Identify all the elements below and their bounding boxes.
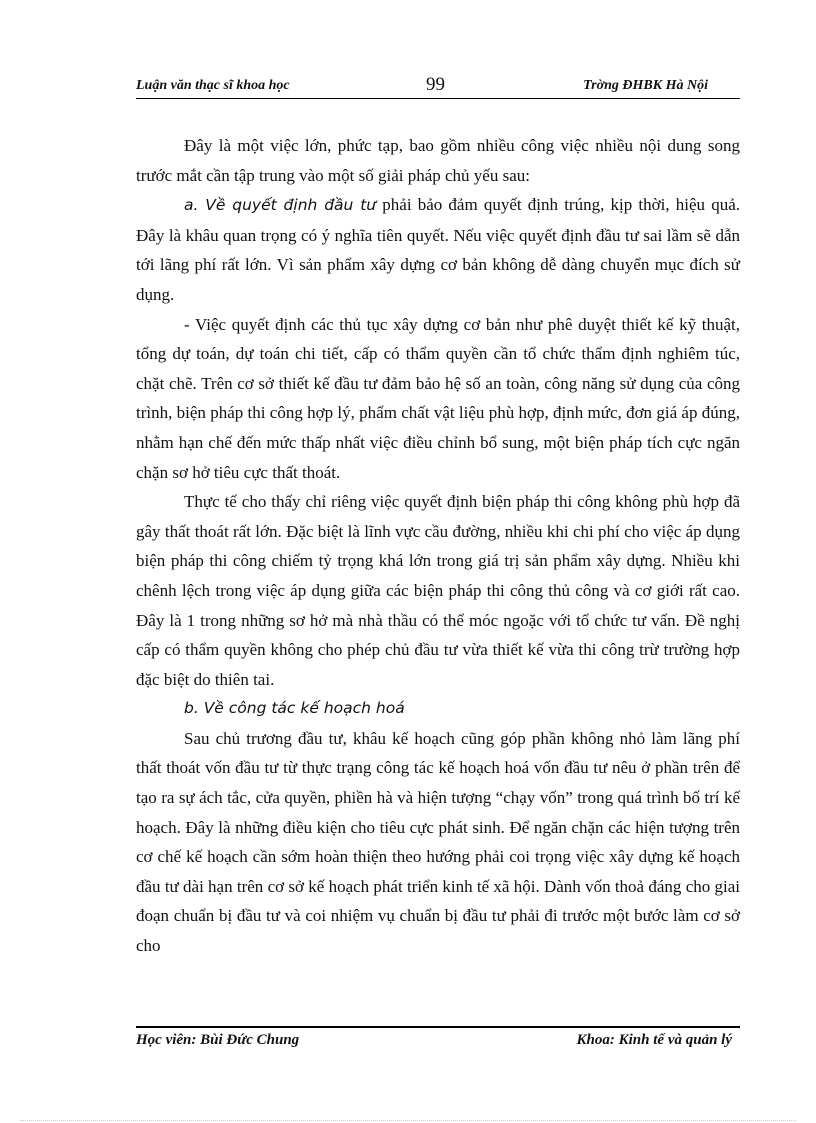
paragraph-investment-decision <box>136 190 740 309</box>
subheading-investment-decision: a. Về quyết định đầu tư <box>184 196 377 215</box>
footer-student: Học viên: Bùi Đức Chung <box>136 1032 300 1048</box>
page-footer <box>136 1026 740 1054</box>
paragraph-investment-decision-text: phải bảo đảm quyết định trúng, kịp thời, hiệu quả. Đây là khâu quan trọng có ý nghĩa tiên quyết. Nếu việc quyết định đầu tư sai lầm sẽ dẫn tới lãng phí rất lớn. Vì sản phẩm xây dựng cơ bản không dễ dàng chuyển mục đích sử dụng. <box>136 195 740 304</box>
page-number: 99 <box>426 74 445 95</box>
paragraph-intro: Đây là một việc lớn, phức tạp, bao gồm nhiều công việc nhiều nội dung song trước mắt cần tập trung vào một số giải pháp chủ yếu sau: <box>136 136 740 185</box>
header-thesis-title: Luận văn thạc sĩ khoa học <box>136 78 290 93</box>
subheading-planning: b. Về công tác kế hoạch hoá <box>184 699 405 718</box>
header-university: Trờng ĐHBK Hà Nội <box>583 78 708 93</box>
footer-faculty: Khoa: Kinh tế và quản lý <box>576 1032 732 1048</box>
page-header <box>136 74 740 99</box>
page-body <box>136 131 740 961</box>
page-edge-divider <box>20 1120 796 1121</box>
paragraph-construction-methods: Thực tế cho thấy chỉ riêng việc quyết định biện pháp thi công không phù hợp đã gây thất thoát rất lớn. Đặc biệt là lĩnh vực cầu đường, nhiều khi chi phí cho việc áp dụng biện pháp thi công chiếm tỷ trọng khá lớn trong giá trị sản phẩm xây dựng. Nhiều khi chênh lệch trong việc áp dụng giữa các biện pháp thi công thủ công và cơ giới rất cao. Đây là 1 trong những sơ hở mà nhà thầu có thể móc ngoặc với tổ chức tư vấn. Đề nghị cấp có thẩm quyền không cho phép chủ đầu tư vừa thiết kế vừa thi công trừ trường hợp đặc biệt do thiên tai. <box>136 492 740 689</box>
paragraph-procedures: - Việc quyết định các thủ tục xây dựng cơ bản như phê duyệt thiết kế kỹ thuật, tổng dự toán, dự toán chi tiết, cấp có thẩm quyền cần tổ chức thẩm định nghiêm túc, chặt chẽ. Trên cơ sở thiết kế đầu tư đảm bảo hệ số an toàn, công năng sử dụng của công trình, biện pháp thi công hợp lý, phẩm chất vật liệu phù hợp, định mức, đơn giá áp đúng, nhằm hạn chế đến mức thấp nhất việc điều chỉnh bổ sung, một biện pháp tích cực ngăn chặn sơ hở tiêu cực thất thoát. <box>136 314 740 482</box>
paragraph-planning: Sau chủ trương đầu tư, khâu kế hoạch cũng góp phần không nhỏ làm lãng phí thất thoát vốn đầu tư từ thực trạng công tác kế hoạch hoá vốn đầu tư nêu ở phần trên để tạo ra sự ách tắc, cửa quyền, phiền hà và hiện tượng “chạy vốn” trong quá trình bố trí kế hoạch. Đây là những điều kiện cho tiêu cực phát sinh. Để ngăn chặn các hiện tượng trên cơ chế kế hoạch cần sớm hoàn thiện theo hướng phải coi trọng việc xây dựng kế hoạch đầu tư dài hạn trên cơ sở kế hoạch phát triển kinh tế xã hội. Dành vốn thoả đáng cho giai đoạn chuẩn bị đầu tư và coi nhiệm vụ chuẩn bị đầu tư phải đi trước một bước làm cơ sở cho <box>136 728 740 956</box>
